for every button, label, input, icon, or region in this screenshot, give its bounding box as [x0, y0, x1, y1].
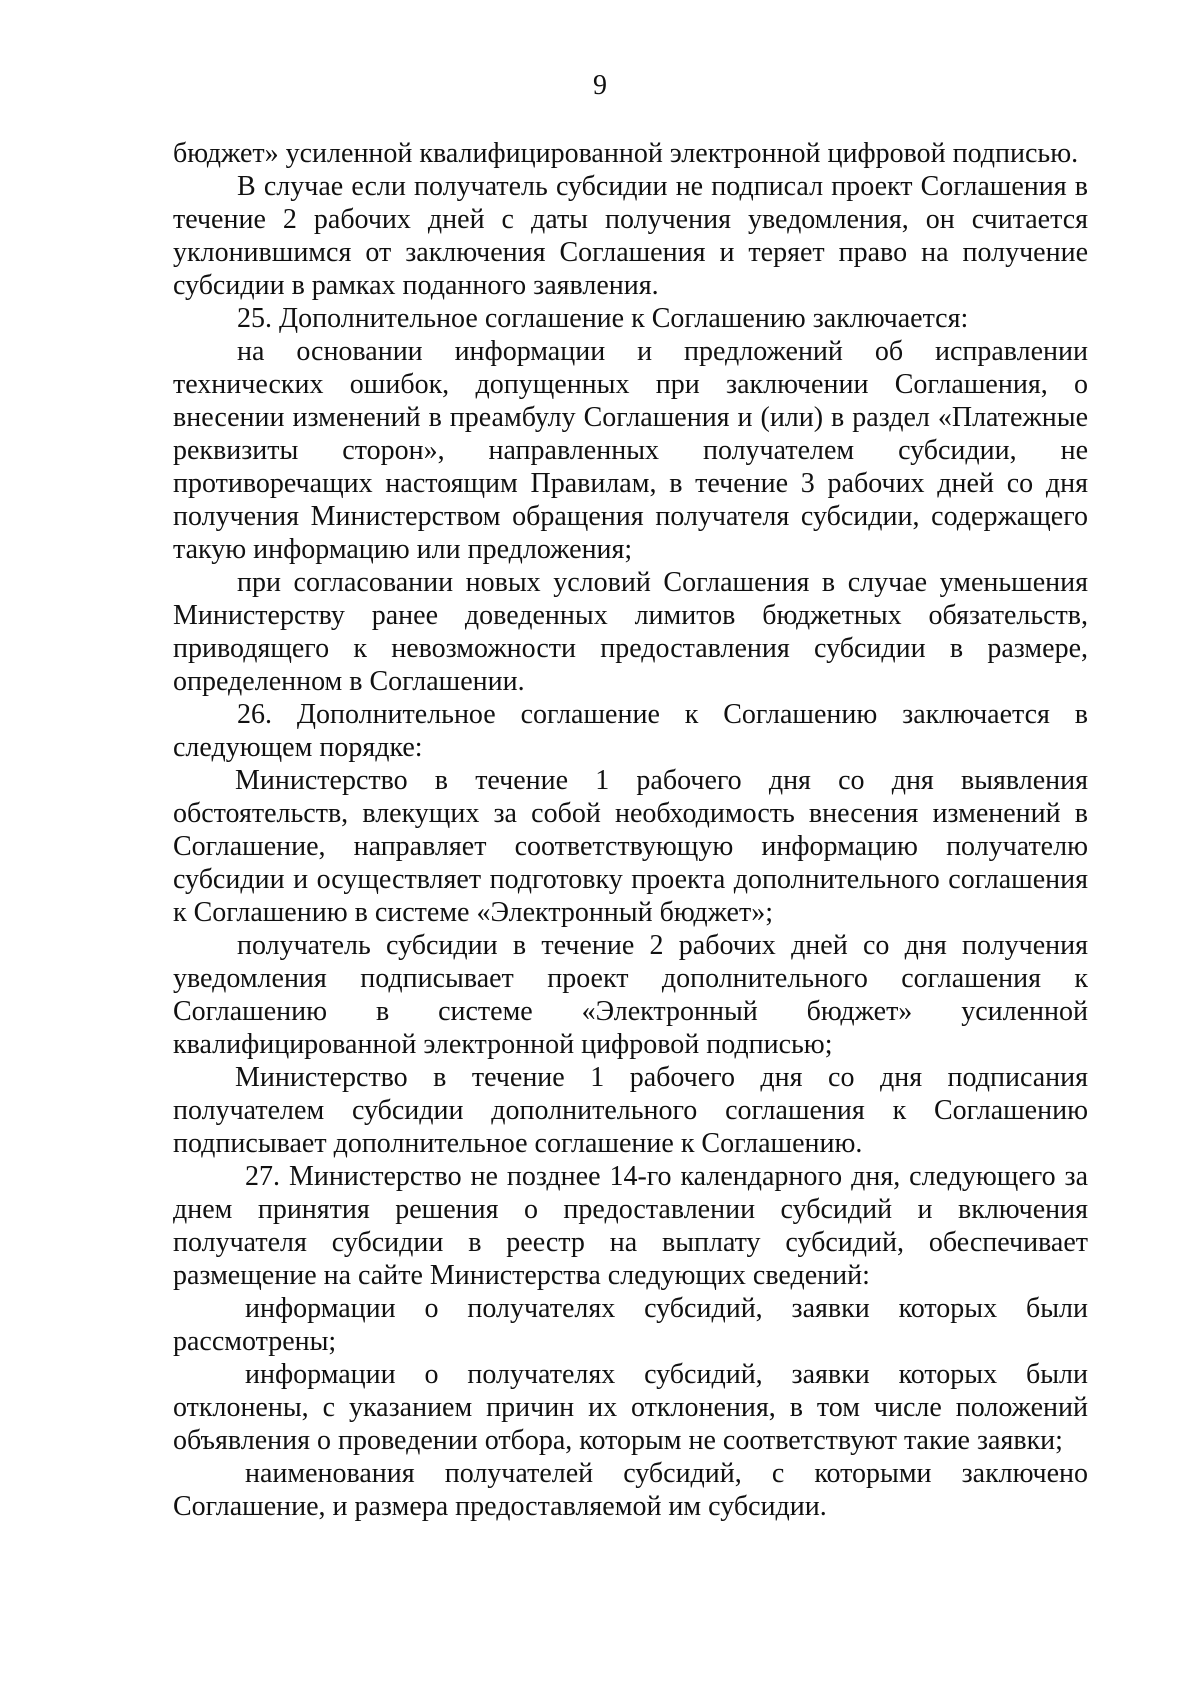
paragraph-item-26-point-3: Министерство в течение 1 рабочего дня со дня подписания получателем субсидии дополнительного соглашения к Соглашению подписывает дополнительное соглашение к Соглашению. [173, 1062, 1088, 1159]
paragraph-item-25-point-2: при согласовании новых условий Соглашения в случае уменьшения Министерству ранее доведенных лимитов бюджетных обязательств, приводящего к невозможности предоставления субсидии в размере, определенном в Соглашении. [173, 567, 1088, 697]
page-number: 9 [593, 70, 607, 101]
paragraph-item-25: 25. Дополнительное соглашение к Соглашению заключается: [237, 303, 969, 334]
paragraph-continuation: бюджет» усиленной квалифицированной электронной цифровой подписью. [173, 138, 1079, 169]
paragraph-item-27-point-3: наименования получателей субсидий, с которыми заключено Соглашение, и размера предоставляемой им субсидии. [173, 1458, 1088, 1522]
paragraph-item-26: 26. Дополнительное соглашение к Соглашению заключается в следующем порядке: [173, 699, 1088, 763]
document-body [173, 137, 1088, 1523]
paragraph-item-27: 27. Министерство не позднее 14-го календарного дня, следующего за днем принятия решения о предоставлении субсидий и включения получателя субсидии в реестр на выплату субсидий, обеспечивает размещение на сайте Министерства следующих сведений: [173, 1161, 1088, 1291]
paragraph-item-26-point-1: Министерство в течение 1 рабочего дня со дня выявления обстоятельств, влекущих за собой необходимость внесения изменений в Соглашение, направляет соответствующую информацию получателю субсидии и осуществляет подготовку проекта дополнительного соглашения к Соглашению в системе «Электронный бюджет»; [173, 765, 1088, 928]
paragraph-item-25-point-1: на основании информации и предложений об исправлении технических ошибок, допущенных при заключении Соглашения, о внесении изменений в преамбулу Соглашения и (или) в раздел «Платежные реквизиты сторон», направленных получателем субсидии, не противоречащих настоящим Правилам, в течение 3 рабочих дней со дня получения Министерством обращения получателя субсидии, содержащего такую информацию или предложения; [173, 336, 1088, 565]
paragraph-item-26-point-2: получатель субсидии в течение 2 рабочих дней со дня получения уведомления подписывает проект дополнительного соглашения к Соглашению в системе «Электронный бюджет» усиленной квалифицированной электронной цифровой подписью; [173, 930, 1088, 1060]
paragraph-item-27-point-1: информации о получателях субсидий, заявки которых были рассмотрены; [173, 1293, 1088, 1357]
paragraph-evasion-clause: В случае если получатель субсидии не подписал проект Соглашения в течение 2 рабочих дней с даты получения уведомления, он считается уклонившимся от заключения Соглашения и теряет право на получение субсидии в рамках поданного заявления. [173, 171, 1088, 301]
paragraph-item-27-point-2: информации о получателях субсидий, заявки которых были отклонены, с указанием причин их отклонения, в том числе положений объявления о проведении отбора, которым не соответствуют такие заявки; [173, 1359, 1088, 1456]
